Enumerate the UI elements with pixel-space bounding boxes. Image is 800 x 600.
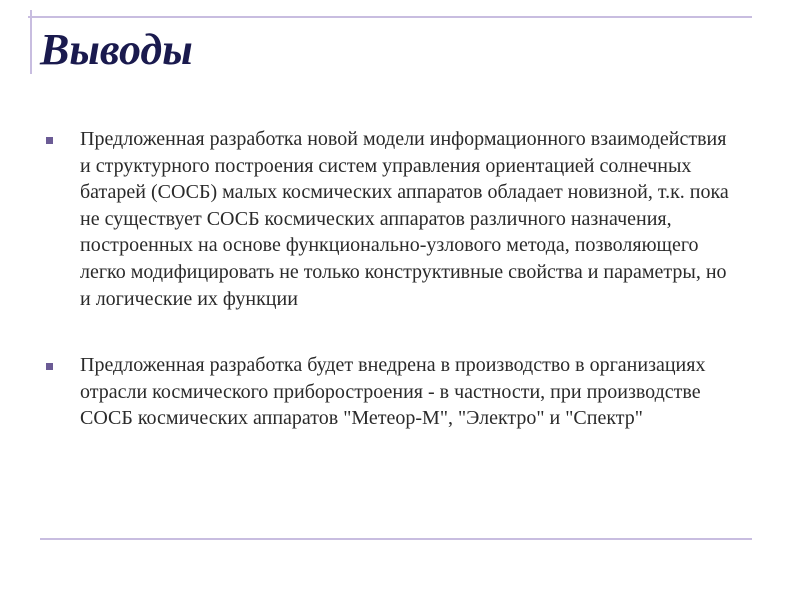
slide-title: Выводы <box>40 25 193 74</box>
bullet-item <box>44 352 734 432</box>
square-bullet-icon <box>46 137 53 144</box>
left-accent-line <box>30 10 32 74</box>
bottom-divider-line <box>40 538 752 540</box>
bullet-item <box>44 126 734 312</box>
bullet-list <box>44 126 734 432</box>
bullet-text: Предложенная разработка будет внедрена в производство в организациях отрасли космического приборостроения - в частности, при производстве СОСБ космических аппаратов "Метеор-М", "Электро" и "Спектр" <box>80 354 706 430</box>
bullet-text: Предложенная разработка новой модели информационного взаимодействия и структурного построения систем управления ориентацией солнечных батарей (СОСБ) малых космических аппаратов обладает новизной, т.к. пока не существует СОСБ космических аппаратов различного назначения, построенных на основе функционально-узлового метода, позволяющего легко модифицировать не только конструктивные свойства и параметры, но и логические их функции <box>80 128 729 310</box>
square-bullet-icon <box>46 363 53 370</box>
top-divider-line <box>28 16 752 18</box>
